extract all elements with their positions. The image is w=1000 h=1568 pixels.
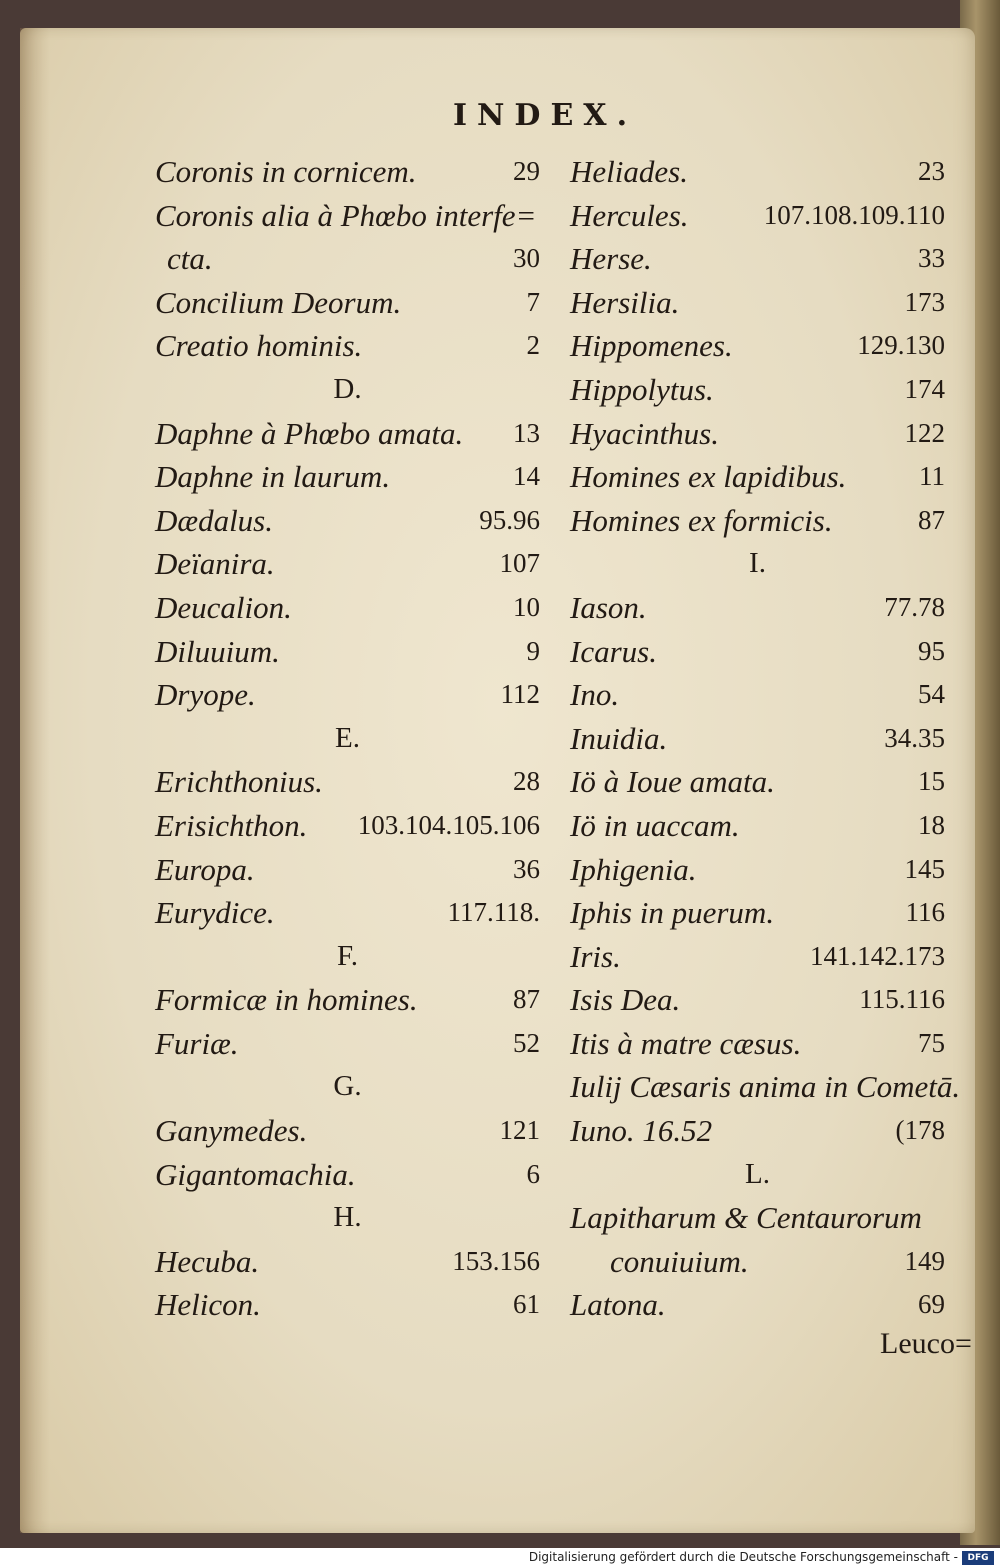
entry-term: Deucalion. xyxy=(155,589,292,625)
index-entry xyxy=(155,499,540,543)
index-section-letter xyxy=(570,542,945,586)
entry-term: Eurydice. xyxy=(155,895,275,931)
entry-term: Latona. xyxy=(570,1287,666,1323)
index-entry xyxy=(570,412,945,456)
entry-term: Daphne à Phœbo amata. xyxy=(155,415,464,451)
entry-term: Iuno. 16.52 xyxy=(570,1113,713,1149)
index-entry xyxy=(570,237,945,281)
entry-term: Coronis alia à Phœbo interfe= xyxy=(155,197,537,233)
entry-term: Iö à Ioue amata. xyxy=(570,764,775,800)
index-section-letter xyxy=(155,1065,540,1109)
entry-term: Hercules. xyxy=(570,197,689,233)
index-entry xyxy=(155,1153,540,1197)
entry-page-number: 36 xyxy=(513,853,540,884)
index-entry xyxy=(570,586,945,630)
entry-term: Helicon. xyxy=(155,1287,261,1323)
index-section-letter xyxy=(155,935,540,979)
entry-term: Europa. xyxy=(155,851,255,887)
entry-term: Iphis in puerum. xyxy=(570,895,775,931)
index-section-letter xyxy=(155,368,540,412)
entry-page-number: 141.142.173 xyxy=(810,940,945,971)
index-entry xyxy=(155,150,540,194)
entry-term: Coronis in cornicem. xyxy=(155,154,417,189)
index-entry xyxy=(570,455,945,499)
section-letter: L. xyxy=(745,1157,770,1190)
index-column-left xyxy=(155,150,540,1327)
entry-page-number: 153.156 xyxy=(452,1245,540,1276)
entry-page-number: 95 xyxy=(918,635,945,666)
entry-page-number: 61 xyxy=(513,1289,540,1320)
entry-term: Diluuium. xyxy=(155,633,280,669)
index-entry xyxy=(570,630,945,674)
index-entry xyxy=(155,194,540,238)
entry-term: Homines ex lapidibus. xyxy=(570,459,847,495)
entry-term: Hippomenes. xyxy=(570,328,733,364)
entry-page-number: 116 xyxy=(905,897,945,928)
index-entry xyxy=(570,281,945,325)
entry-term: Deïanira. xyxy=(155,546,275,582)
index-entry xyxy=(570,1022,945,1066)
entry-term: Furiæ. xyxy=(155,1025,239,1061)
index-entry xyxy=(155,760,540,804)
entry-term: Erichthonius. xyxy=(155,764,323,800)
index-entry xyxy=(570,194,945,238)
entry-term: conuiuium. xyxy=(610,1243,749,1279)
index-entry xyxy=(155,891,540,935)
entry-page-number: 7 xyxy=(526,286,540,317)
index-entry xyxy=(570,717,945,761)
index-entry xyxy=(570,1065,961,1109)
index-entry xyxy=(570,324,945,368)
entry-term: Icarus. xyxy=(570,633,657,669)
entry-page-number: 9 xyxy=(526,635,540,666)
entry-page-number: 10 xyxy=(513,591,540,622)
entry-page-number: 18 xyxy=(918,809,945,840)
entry-page-number: 107.108.109.110 xyxy=(763,199,945,230)
index-entry xyxy=(155,673,540,717)
entry-page-number: 14 xyxy=(513,461,540,492)
entry-page-number: 34.35 xyxy=(884,722,945,753)
entry-page-number: 11 xyxy=(919,461,945,492)
index-entry xyxy=(155,1022,540,1066)
index-entry xyxy=(570,935,945,979)
entry-page-number: 122 xyxy=(904,417,945,448)
entry-term: Ganymedes. xyxy=(155,1113,308,1149)
entry-term: Daphne in laurum. xyxy=(155,459,391,495)
entry-page-number: 30 xyxy=(513,243,540,274)
index-entry xyxy=(570,978,945,1022)
index-entry xyxy=(155,804,540,848)
index-entry xyxy=(155,848,540,892)
entry-term: Iris. xyxy=(570,938,621,974)
entry-term: Dædalus. xyxy=(155,502,273,538)
footer-text: Digitalisierung gefördert durch die Deutsche Forschungsgemeinschaft - xyxy=(528,1550,958,1564)
entry-term: Hecuba. xyxy=(155,1243,260,1279)
index-entry xyxy=(155,1283,540,1327)
entry-term: Ino. xyxy=(570,677,620,713)
entry-page-number: 95.96 xyxy=(479,504,540,535)
index-entry xyxy=(155,630,540,674)
entry-term: Hersilia. xyxy=(570,284,680,320)
index-entry xyxy=(155,1240,540,1284)
entry-term: Heliades. xyxy=(570,154,688,189)
entry-page-number: 117.118. xyxy=(447,897,540,928)
entry-term: Iö in uaccam. xyxy=(570,807,740,843)
entry-page-number: 115.116 xyxy=(859,984,945,1015)
index-entry xyxy=(570,499,945,543)
entry-page-number: 145 xyxy=(904,853,945,884)
entry-term: Iason. xyxy=(570,589,647,625)
section-letter: E. xyxy=(335,721,360,754)
entry-page-number: 23 xyxy=(918,156,945,186)
entry-page-number: 121 xyxy=(499,1115,540,1146)
entry-term: Formicæ in homines. xyxy=(155,982,418,1018)
index-entry xyxy=(155,237,540,281)
section-letter: G. xyxy=(333,1070,362,1103)
entry-page-number: 28 xyxy=(513,766,540,797)
entry-term: Homines ex formicis. xyxy=(570,502,833,538)
index-entry xyxy=(155,412,540,456)
entry-page-number: 13 xyxy=(513,417,540,448)
entry-term: Hippolytus. xyxy=(570,371,714,407)
entry-page-number: 33 xyxy=(918,243,945,274)
index-entry xyxy=(155,542,540,586)
entry-term: Iphigenia. xyxy=(570,851,697,887)
index-section-letter xyxy=(155,717,540,761)
entry-page-number: 69 xyxy=(918,1289,945,1320)
index-entry xyxy=(570,891,945,935)
page-gutter-shadow xyxy=(20,28,50,1533)
entry-term: Inuidia. xyxy=(570,720,668,756)
index-entry xyxy=(570,1196,945,1240)
footer-bar xyxy=(0,1548,1000,1568)
entry-page-number: 87 xyxy=(513,984,540,1015)
index-entry xyxy=(155,1109,540,1153)
page-header: INDEX. xyxy=(452,98,638,133)
index-entry xyxy=(570,804,945,848)
entry-term: Hyacinthus. xyxy=(570,415,719,451)
entry-term: Dryope. xyxy=(155,677,256,713)
index-entry xyxy=(570,760,945,804)
index-entry xyxy=(570,368,945,412)
entry-page-number: (178 xyxy=(895,1115,945,1146)
entry-page-number: 29 xyxy=(513,156,540,186)
entry-page-number: 15 xyxy=(918,766,945,797)
section-letter: I. xyxy=(749,547,766,580)
index-entry xyxy=(155,324,540,368)
index-entry xyxy=(155,586,540,630)
entry-term: Itis à matre cæsus. xyxy=(570,1025,802,1061)
index-entry xyxy=(155,455,540,499)
entry-page-number: 6 xyxy=(526,1158,540,1189)
entry-term: Lapitharum & Centaurorum xyxy=(570,1200,922,1236)
entry-page-number: 87 xyxy=(918,504,945,535)
index-entry xyxy=(570,1109,945,1153)
entry-page-number: 52 xyxy=(513,1027,540,1058)
entry-term: Creatio hominis. xyxy=(155,328,363,364)
entry-term: Erisichthon. xyxy=(155,807,308,843)
entry-term: Isis Dea. xyxy=(570,982,681,1018)
index-section-letter xyxy=(570,1153,945,1197)
section-letter: H. xyxy=(333,1201,362,1234)
entry-page-number: 107 xyxy=(499,548,540,579)
entry-page-number: 112 xyxy=(500,679,540,710)
entry-term: Herse. xyxy=(570,241,652,277)
entry-term: Iulij Cæsaris anima in Cometā. xyxy=(570,1069,961,1105)
entry-page-number: 174 xyxy=(904,373,945,404)
index-entry xyxy=(570,1240,945,1284)
index-entry xyxy=(570,848,945,892)
index-entry xyxy=(570,150,945,194)
index-entry xyxy=(570,1283,945,1327)
index-section-letter xyxy=(155,1196,540,1240)
entry-page-number: 149 xyxy=(904,1245,945,1276)
index-entry xyxy=(155,978,540,1022)
entry-term: Concilium Deorum. xyxy=(155,284,402,320)
entry-page-number: 77.78 xyxy=(884,591,945,622)
entry-page-number: 129.130 xyxy=(857,330,945,361)
entry-page-number: 2 xyxy=(526,330,540,361)
entry-page-number: 75 xyxy=(918,1027,945,1058)
index-column-right xyxy=(570,150,961,1327)
entry-term: Gigantomachia. xyxy=(155,1156,356,1192)
dfg-logo: DFG xyxy=(962,1551,994,1565)
index-entry xyxy=(570,673,945,717)
entry-page-number: 103.104.105.106 xyxy=(357,809,540,840)
entry-page-number: 173 xyxy=(904,286,945,317)
entry-term: cta. xyxy=(167,241,213,277)
section-letter: D. xyxy=(333,372,362,405)
index-entry xyxy=(155,281,540,325)
entry-page-number: 54 xyxy=(918,679,945,710)
section-letter: F. xyxy=(336,939,359,972)
catchword: Leuco= xyxy=(880,1327,972,1360)
